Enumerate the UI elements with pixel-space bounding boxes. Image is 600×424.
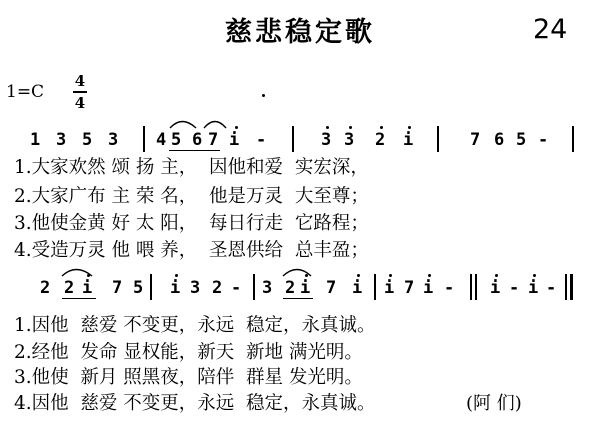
note: 7 [326, 278, 337, 298]
note: - [546, 278, 557, 298]
lyric-line: 2.大家广布 主 荣 名， 他是万灵 大至尊； [14, 186, 369, 207]
note: - [444, 278, 455, 298]
note: 7 [208, 130, 219, 150]
note: 7 [404, 278, 415, 298]
note: i [82, 278, 93, 298]
note: 5 [82, 130, 93, 150]
lyric-line: 3.他使 新月 照黑夜，陪伴 群星 发光明。 [14, 367, 363, 388]
note: 4 [156, 130, 167, 150]
note: 6 [192, 130, 203, 150]
note: 2 [285, 278, 296, 298]
note: 6 [494, 130, 505, 150]
note: i [490, 278, 501, 298]
note: i [403, 130, 414, 150]
note: 2 [64, 278, 75, 298]
note: 3 [344, 130, 355, 150]
lyric-line: 1.大家欢然 颂 扬 主， 因他和爱 实宏深， [14, 157, 369, 178]
note: 7 [112, 278, 123, 298]
hymn-number: 24 [533, 14, 568, 45]
note: 7 [470, 130, 481, 150]
note: - [538, 130, 549, 150]
note: 3 [321, 130, 332, 150]
lyric-line: 2.经他 发命 显权能，新天 新地 满光明。 [14, 342, 363, 363]
hymn-title: 慈悲稳定歌 [225, 17, 375, 48]
note: 2 [40, 278, 51, 298]
note: 3 [108, 130, 119, 150]
note: 3 [262, 278, 273, 298]
lyric-line: 1.因他 慈爱 不变更，永远 稳定，永真诚。 [14, 315, 376, 336]
note: - [256, 130, 267, 150]
note: - [231, 278, 242, 298]
lyric-line: 4.因他 慈爱 不变更，永远 稳定，永真诚。 [14, 393, 376, 414]
note: 5 [171, 130, 182, 150]
amen-text: (阿 们) [466, 393, 522, 414]
note: i [528, 278, 539, 298]
time-signature-bottom: 4 [74, 93, 86, 112]
note: 5 [133, 278, 144, 298]
time-signature-top: 4 [74, 72, 86, 90]
note: i [300, 278, 311, 298]
note: 5 [516, 130, 527, 150]
key-signature: 1=C [6, 82, 45, 102]
note: 3 [190, 278, 201, 298]
note: 2 [375, 130, 386, 150]
note: i [170, 278, 181, 298]
note: 3 [56, 130, 67, 150]
note: i [384, 278, 395, 298]
note: 2 [212, 278, 223, 298]
note: i [352, 278, 363, 298]
note: i [229, 130, 240, 150]
note: - [509, 278, 520, 298]
lyric-line: 4.受造万灵 他 喂 养， 圣恩供给 总丰盈； [14, 240, 369, 261]
lyric-line: 3.他使金黄 好 太 阳， 每日行走 它路程； [14, 213, 369, 234]
note: i [423, 278, 434, 298]
note: 1 [30, 130, 41, 150]
